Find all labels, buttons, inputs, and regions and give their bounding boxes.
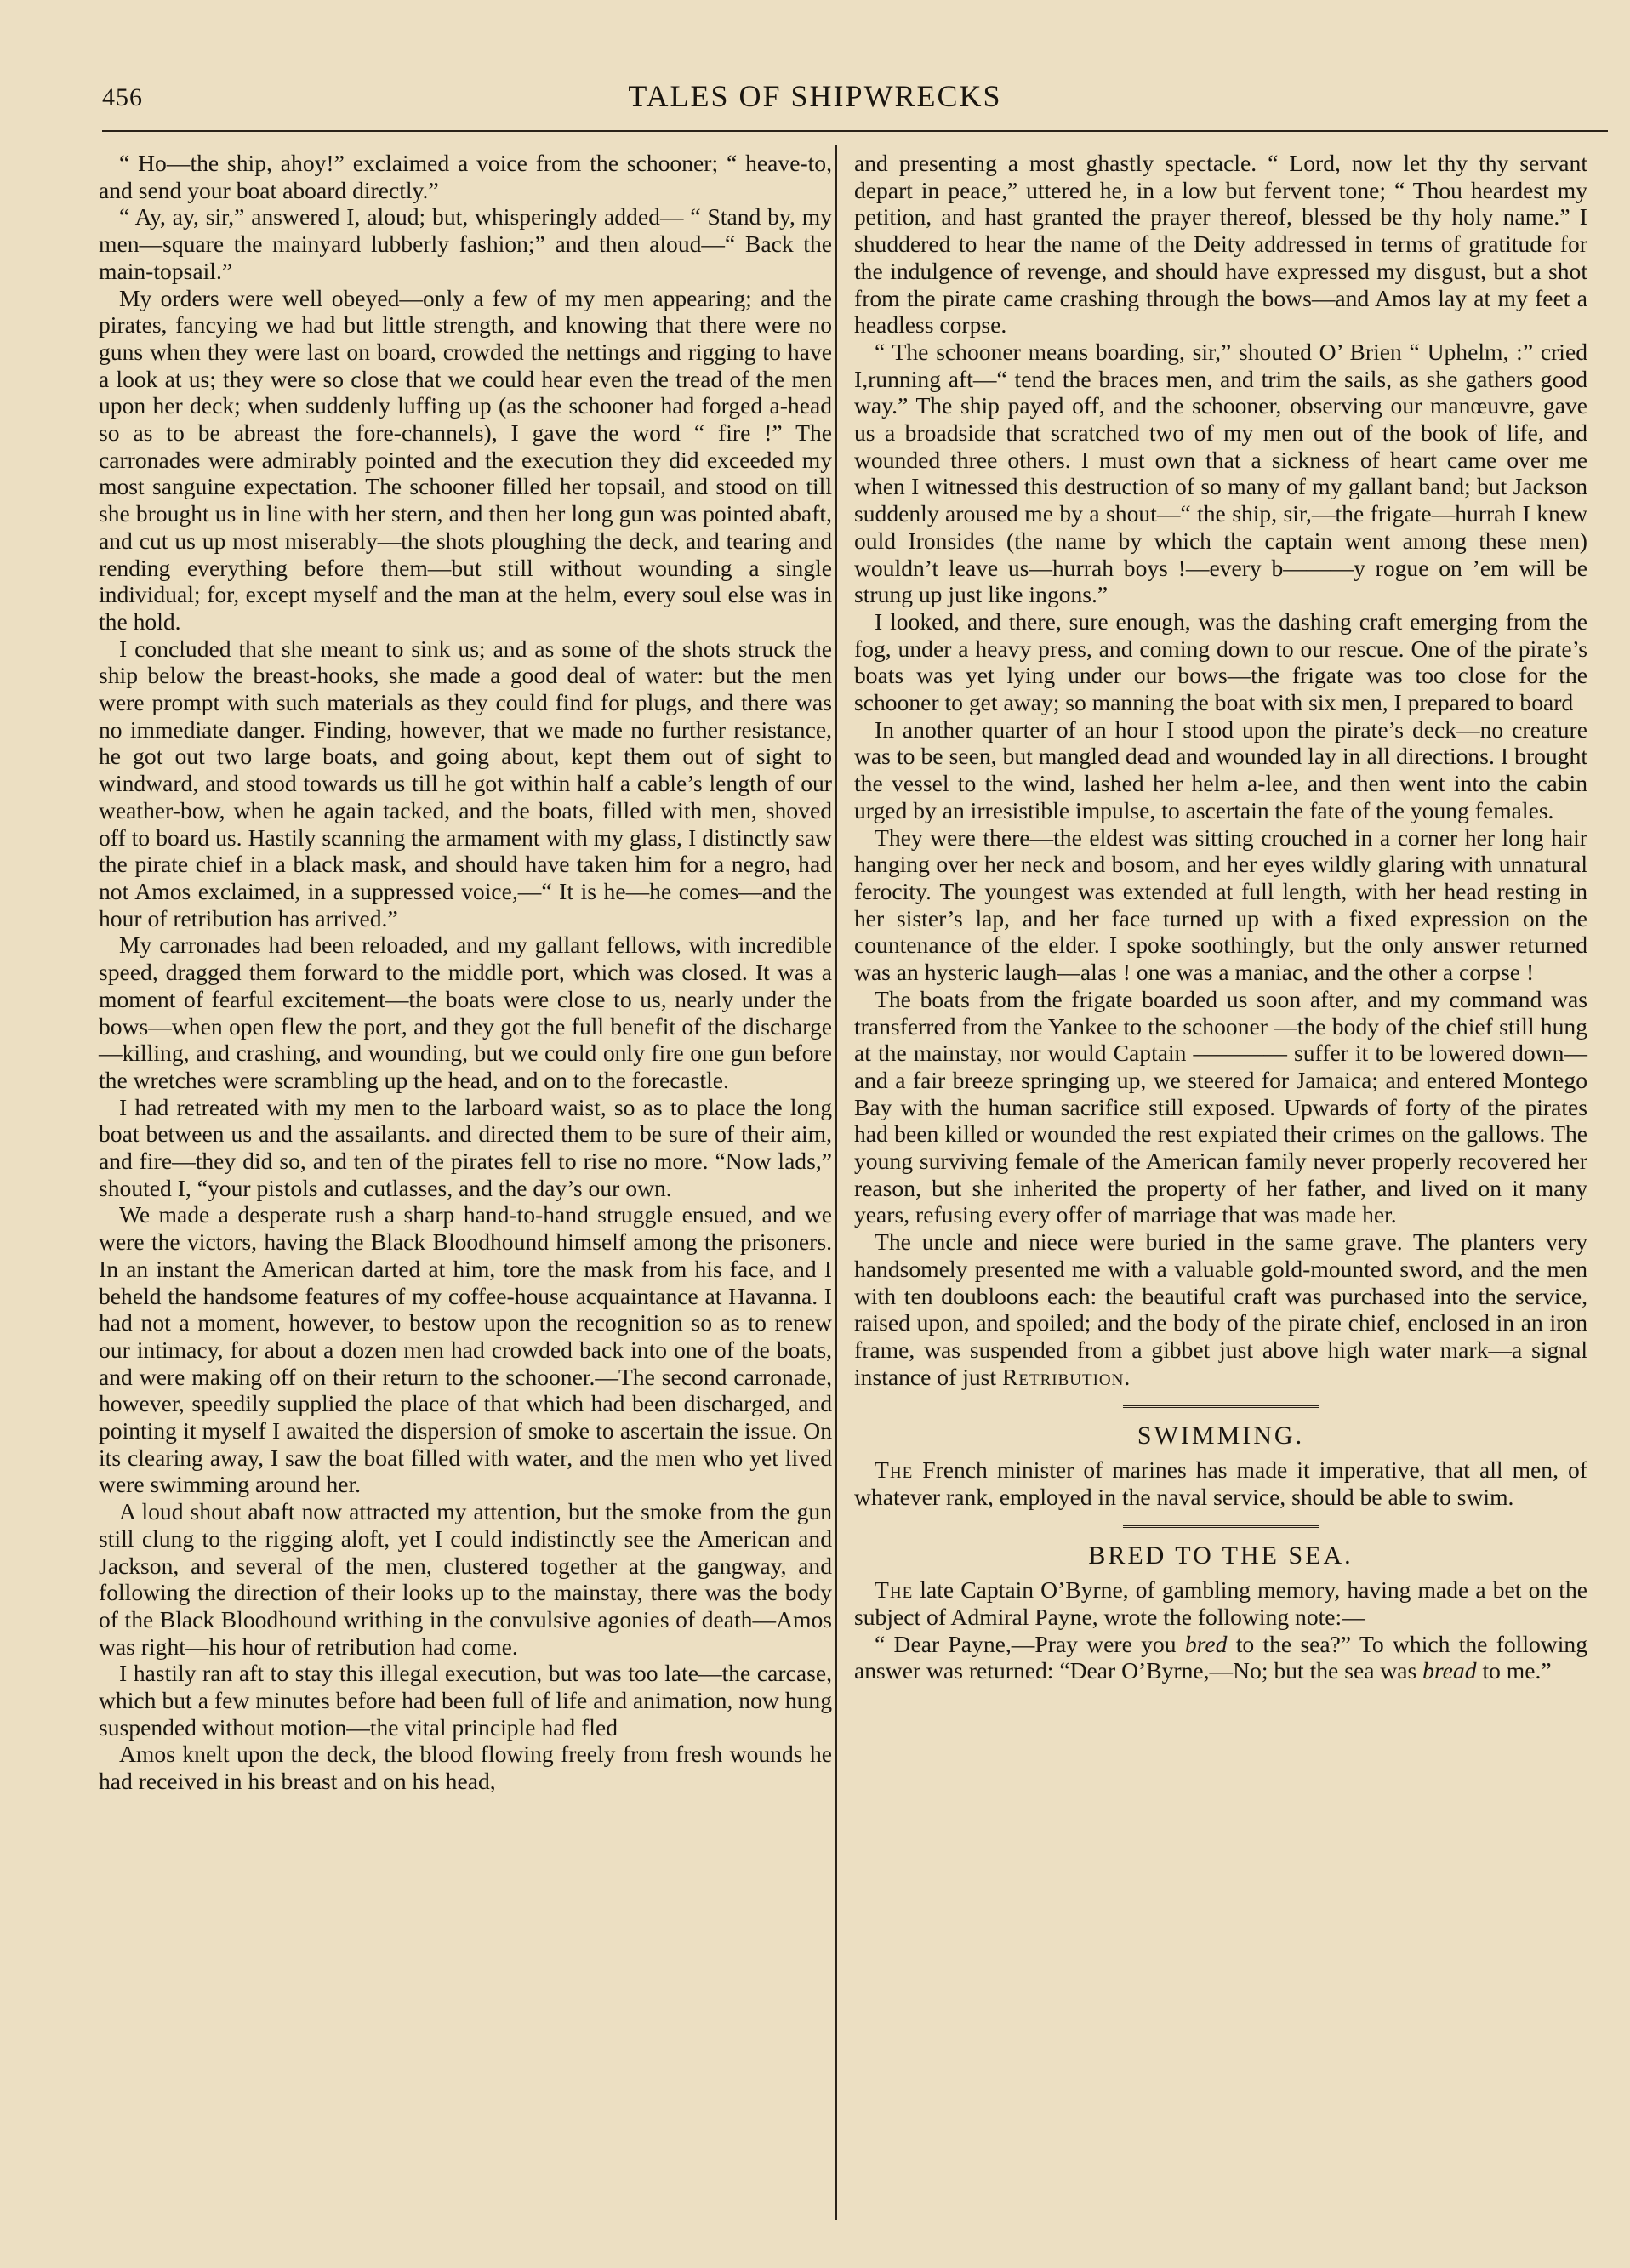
letter-text: to the sea?” To which the following answer was returned: “Dear O’Byrne,—No; but the sea was [854,1630,1587,1684]
paragraph: In another quarter of an hour I stood upon the pirate’s deck—no creature was to be seen, but mangled dead and wounded lay in all directions. I brought the vessel to the wind, lashed her helm a-lee, and then went into the cabin urged by an irresistible impulse, to ascertain the fate of the young females. [854,715,1587,823]
swimming-title: SWIMMING. [1137,1422,1305,1450]
paragraph: A loud shout abaft now attracted my attention, but the smoke from the gun still clung to the rigging aloft, yet I could indistinctly see the American and Jackson, and several of the men, clustered together at the gangway, and following the direction of their looks up to the mainstay, there was the body of the Black Bloodhound writhing in the convulsive agonies of death—Amos was right—his hour of retribution had come. [99,1498,832,1660]
section-divider [1123,1405,1319,1410]
word-bred: bred [1184,1630,1228,1657]
final-paragraph-text: The uncle and niece were buried in the same grave. The planters very handsomely presented me with a valuable gold-mounted sword, and the men with ten doubloons each: the beautiful craft was purchased into the service, raised upon, and spoiled; and the body of the pirate chief, enclosed in an iron frame, was suspended from a gibbet just above high water mark—a signal instance of just [854,1228,1587,1390]
paragraph: “ The schooner means boarding, sir,” shouted O’ Brien “ Uphelm, :” cried I,running aft—“ tend the braces men, and trim the sails, as she gathers good way.” The ship payed off, and the schooner, observing our manœuvre, gave us a broadside that scratched two of my men out of the book of life, and wounded three others. I must own that a sickness of heart came over me when I witnessed this destruction of so many of my gallant band; but Jackson suddenly aroused me by a shout—“ the ship, sir,—the frigate—hurrah I knew ould Ironsides (the name by which the captain went among these men) wouldn’t leave us—hurrah boys !—every b———y rogue on ’em will be strung up just like ingons.” [854,338,1587,608]
left-column [99,150,832,1795]
paragraph: I looked, and there, sure enough, was the dashing craft emerging from the fog, under a heavy press, and coming down to our rescue. One of the pirate’s boats was yet lying under our bows—the frigate was too close for the schooner to get away; so manning the boat with six men, I prepared to board [854,607,1587,716]
word-bread: bread [1422,1657,1477,1684]
final-paragraph [854,1228,1587,1390]
letter-text: to me.” [1482,1657,1552,1684]
paragraph: “ Ay, ay, sir,” answered I, aloud; but, whisperingly added— “ Stand by, my men—square the mainyard lubberly fashion;” and then aloud—“ Back the main-topsail.” [99,203,832,284]
paragraph: I had retreated with my men to the larboard waist, so as to place the long boat between us and the assailants. and directed them to be sure of their aim, and fire—they did so, and ten of the pirates fell to rise no more. “Now lads,” shouted I, “your pistols and cutlasses, and the day’s our own. [99,1093,832,1201]
section-divider [1123,1525,1319,1530]
column-rule [835,145,837,2220]
bred-to-the-sea-title: BRED TO THE SEA. [1088,1541,1354,1570]
paragraph: The boats from the frigate boarded us soon after, and my command was transferred from the Yankee to the schooner —the body of the chief still hung at the mainstay, nor would Captain ———— suffer it to be lowered down—and a fair breeze springing up, we steered for Jamaica; and entered Montego Bay with the human sacrifice still exposed. Upwards of forty of the pirates had been killed or wounded the rest expiated their crimes on the gallows. The young surviving female of the American family never properly recovered her reason, but she inherited the property of her father, and lived on it many years, refusing every offer of marriage that was made her. [854,985,1587,1228]
right-column [854,150,1587,1684]
swimming-body: French minister of marines has made it imperative, that all men, of whatever rank, employed in the naval service, should be able to swim. [854,1456,1587,1510]
swimming-lead-word: The [875,1456,914,1484]
letter-text: “ Dear Payne,—Pray were you [875,1630,1177,1657]
bred-intro: late Captain O’Byrne, of gambling memory, having made a bet on the subject of Admiral Payne, wrote the following note:— [854,1576,1587,1630]
running-title: TALES OF SHIPWRECKS [628,79,1002,113]
running-head [0,78,1630,121]
paragraph: Amos knelt upon the deck, the blood flowing freely from fresh wounds he had received in his breast and on his head, [99,1741,832,1795]
paragraph: We made a desperate rush a sharp hand-to-hand struggle ensued, and we were the victors, having the Black Bloodhound himself among the prisoners. In an instant the American darted at him, tore the mask from his face, and I beheld the handsome features of my coffee-house acquaintance at Havanna. I had not a moment, however, to bestow upon the recognition so as to renew our intimacy, for about a dozen men had crowded back into one of the boats, and were making off on their return to the schooner.—The second carronade, however, speedily supplied the place of that which had been discharged, and pointing it myself I awaited the dispersion of smoke to ascertain the issue. On its clearing away, I saw the boat filled with water, and the men who yet lived were swimming around her. [99,1201,832,1498]
paragraph: My carronades had been reloaded, and my gallant fellows, with incredible speed, dragged them forward to the middle port, which was closed. It was a moment of fearful excitement—the boats were close to us, nearly under the bows—when open flew the port, and they got the full benefit of the discharge—killing, and crashing, and wounding, but we could only fire one gun before the wretches were scrambling up the head, and on to the forecastle. [99,932,832,1093]
paragraph: I hastily ran aft to stay this illegal execution, but was too late—the carcase, which but a few minutes before had been full of life and animation, now hung suspended without motion—the vital principle had fled [99,1660,832,1741]
paragraph: They were there—the eldest was sitting crouched in a corner her long hair hanging over her neck and bosom, and her eyes wildly glaring with unnatural ferocity. The youngest was extended at full length, with her head resting in her sister’s lap, and her face turned up with a fixed expression on the countenance of the elder. I spoke soothingly, but the only answer returned was an hysteric laugh—alas ! one was a maniac, and the other a corpse ! [854,823,1587,986]
bred-letter-paragraph [854,1631,1587,1684]
paragraph: My orders were well obeyed—only a few of my men appearing; and the pirates, fancying we had but little strength, and knowing that there were no guns when they were last on board, crowded the nettings and rigging to have a look at us; they were so close that we could hear even the tread of the men upon her deck; when suddenly luffing up (as the schooner had forged a-head so as to be abreast the fore-channels), I gave the word “ fire !” The carronades were admirably pointed and the execution they did exceeded my most sanguine expectation. The schooner filled her topsail, and stood on till she brought us in line with her stern, and then her long gun was pointed abaft, and cut us up most miserably—the shots ploughing the deck, and tearing and rending everything before them—but still without wounding a single individual; for, except myself and the man at the helm, every soul else was in the hold. [99,284,832,635]
bred-lead-word: The [875,1576,914,1604]
swimming-paragraph [854,1456,1587,1510]
page-number: 456 [102,83,143,111]
paragraph: “ Ho—the ship, ahoy!” exclaimed a voice from the schooner; “ heave-to, and send your boat aboard directly.” [99,150,832,203]
continued-paragraph: and presenting a most ghastly spectacle. “ Lord, now let thy thy servant depart in peace,” uttered he, in a low but fervent tone; “ Thou heardest my petition, and hast granted the prayer thereof, blessed be thy holy name.” I shuddered to hear the name of the Deity addressed in terms of gratitude for the indulgence of revenge, and should have expressed my disgust, but a shot from the pirate came crashing through the bows—and Amos lay at my feet a headless corpse. [854,150,1587,339]
retribution-word: Retribution. [1001,1363,1131,1390]
bred-intro-paragraph [854,1576,1587,1630]
paragraph: I concluded that she meant to sink us; and as some of the shots struck the ship below the breast-hooks, she made a good deal of water: but the men were prompt with such materials as they could find for plugs, and there was no immediate danger. Finding, however, that we made no further resistance, he got out two large boats, and going about, kept them out of sight to windward, and stood towards us till he got within half a cable’s length of our weather-bow, when he again tacked, and the boats, filled with men, shoved off to board us. Hastily scanning the armament with my glass, I distinctly saw the pirate chief in a black mask, and should have taken him for a negro, had not Amos exclaimed, in a suppressed voice,—“ It is he—he comes—and the hour of retribution has arrived.” [99,635,832,932]
header-rule [102,130,1608,132]
